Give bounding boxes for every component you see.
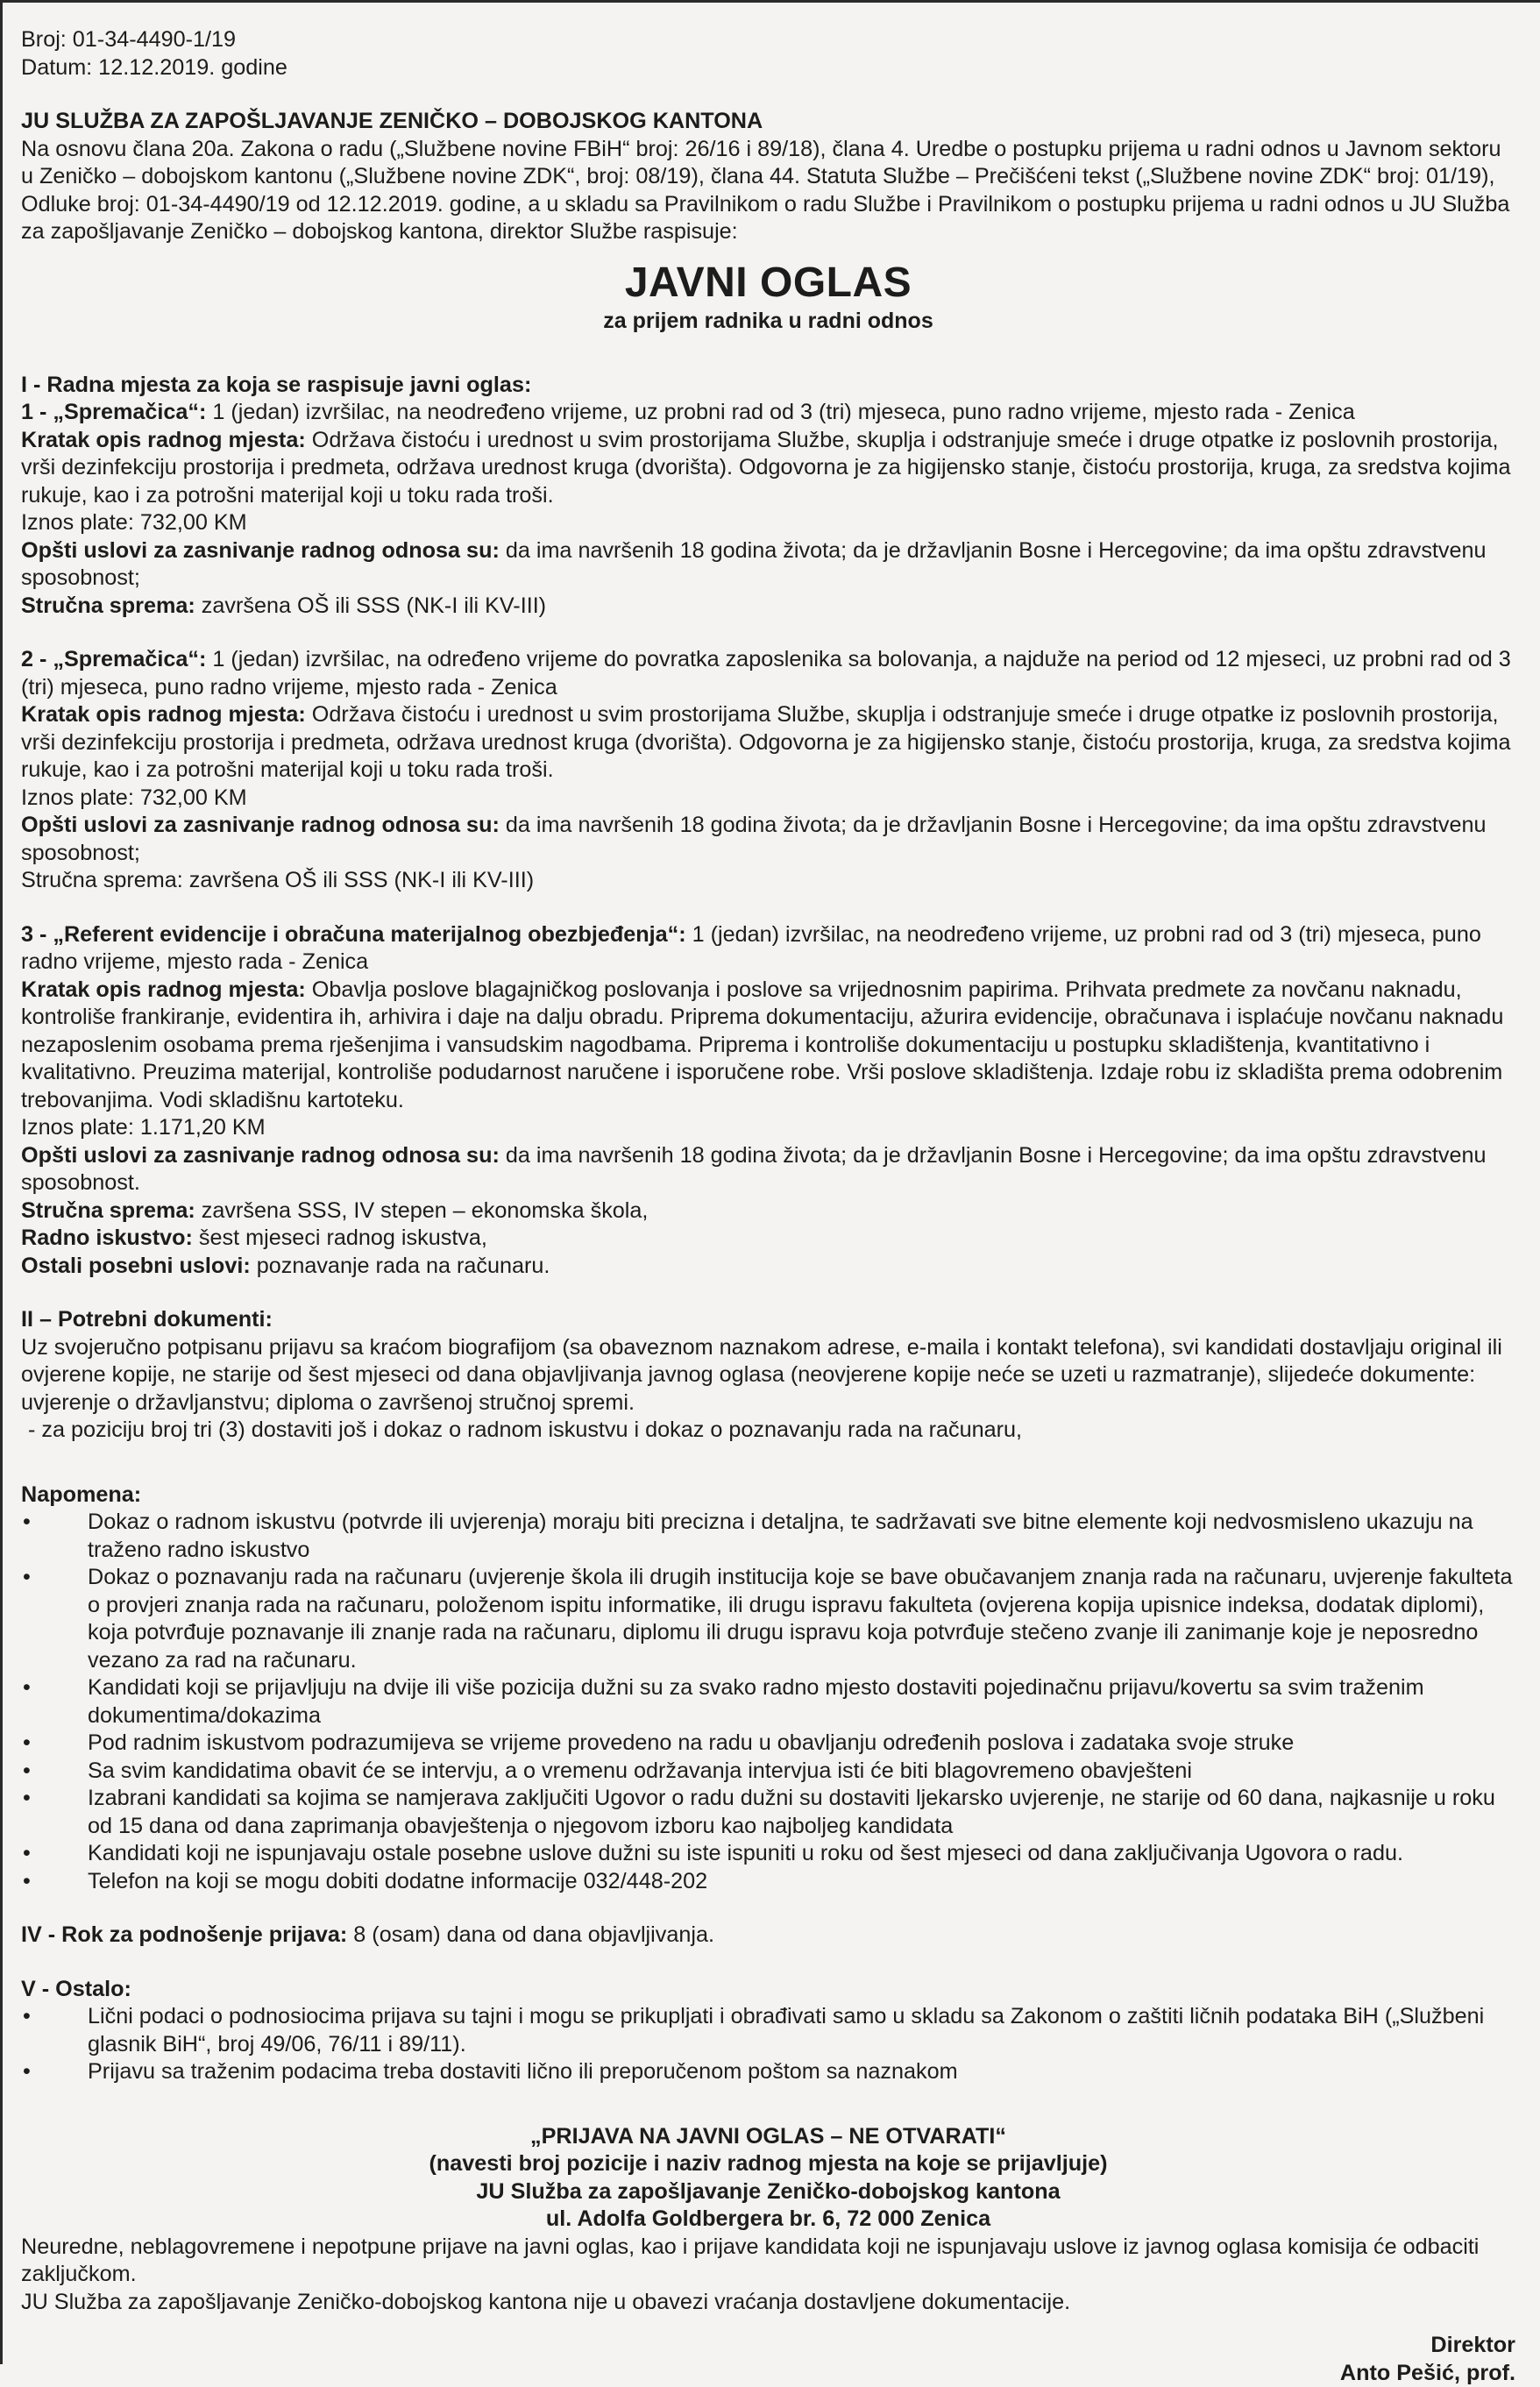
list-item: • Lični podaci o podnosiocima prijava su tajni i mogu se prikupljati i obrađivati samo u skladu sa Zakonom o zaštiti ličnih podataka BiH („Službeni glasnik BiH“, broj 49/06, 76/11 i 89/11). <box>21 2003 1515 2058</box>
position-2-conditions: da ima navršenih 18 godina života; da je državljanin Bosne i Hercegovine; da ima opštu zdravstvenu sposobnost; <box>21 813 1487 865</box>
position-3-education-label: Stručna sprema: <box>21 1198 195 1223</box>
page-title: JAVNI OGLAS <box>21 259 1515 308</box>
position-2 <box>21 646 1515 895</box>
list-item: • Dokaz o radnom iskustvu (potvrde ili uvjerenja) moraju biti precizna i detaljna, te sadržavati sve bitne elemente koji nedvosmisleno ukazuju na traženo radno iskustvo <box>21 1509 1515 1564</box>
position-2-description: Održava čistoću i urednost u svim prostorijama Službe, skuplja i odstranjuje smeće i druge otpatke iz poslovnih prostorija, vrši dezinfekciju prostorija i predmeta, održava urednost kruga (dvorišta). Odgovorna je za higijensko stanje, čistoću prostorija, kruga, za sredstva kojima rukuje, kao i za potrošni materijal koji u toku rada troši. <box>21 702 1511 782</box>
list-item: • Prijavu sa traženim podacima treba dostaviti lično ili preporučenom poštom sa naznakom <box>21 2058 1515 2086</box>
position-2-text: 1 (jedan) izvršilac, na određeno vrijeme do povratka zaposlenika sa bolovanja, a najduže na period od 12 mjeseci, uz probni rad od 3 (tri) mjeseca, puno radno vrijeme, mjesto rada - Zenica <box>21 647 1511 700</box>
position-3-conditions-label: Opšti uslovi za zasnivanje radnog odnosa su: <box>21 1143 500 1168</box>
signature-title: Direktor <box>21 2332 1515 2360</box>
position-1-education-label: Stručna sprema: <box>21 593 195 618</box>
position-3-experience-label: Radno iskustvo: <box>21 1225 193 1250</box>
list-item: • Kandidati koji ne ispunjavaju ostale posebne uslove dužni su iste ispuniti u roku od šest mjeseci od dana zaključivanja Ugovora o radu. <box>21 1840 1515 1868</box>
document-number: Broj: 01-34-4490-1/19 <box>21 26 1515 54</box>
bullet-icon: • <box>23 1840 31 1868</box>
position-1-salary: Iznos plate: 732,00 KM <box>21 509 1515 537</box>
page-subtitle: za prijem radnika u radni odnos <box>21 308 1515 335</box>
other-list <box>21 2003 1515 2086</box>
position-3-description: Obavlja poslove blagajničkog poslovanja i poslove sa vrijednosnim papirima. Prihvata predmete za novčanu naknadu, kontroliše frankiranje, evidentira ih, arhivira i daje na dalju obradu. Priprema dokumentaciju, ažurira evidencije, obračunava i isplaćuje novčanu naknadu nezaposlenim osobama prema rješenjima i vansudskim nagodbama. Priprema i kontroliše dokumentaciju u postupku skladištenja, kvantitativno i kvalitativno. Preuzima materijal, kontroliše podudarnost naručene i isporučene robe. Vrši poslove skladištenja. Izdaje robu iz skladišta prema odobrenim trebovanjima. Vodi skladišnu kartoteku. <box>21 977 1503 1112</box>
document-date: Datum: 12.12.2019. godine <box>21 54 1515 82</box>
list-item: • Telefon na koji se mogu dobiti dodatne informacije 032/448-202 <box>21 1868 1515 1896</box>
position-3-label: 3 - „Referent evidencije i obračuna materijalnog obezbjeđenja“: <box>21 922 686 947</box>
position-1-conditions: da ima navršenih 18 godina života; da je državljanin Bosne i Hercegovine; da ima opštu zdravstvenu sposobnost; <box>21 538 1487 591</box>
section-5-heading: V - Ostalo: <box>21 1976 1515 2004</box>
bullet-icon: • <box>23 1674 31 1702</box>
list-item: • Sa svim kandidatima obavit će se intervju, a o vremenu održavanja intervjua isti će biti blagovremeno obavješteni <box>21 1758 1515 1786</box>
position-2-salary: Iznos plate: 732,00 KM <box>21 785 1515 813</box>
section-4-label: IV - Rok za podnošenje prijava: <box>21 1922 347 1947</box>
position-3-conditions: da ima navršenih 18 godina života; da je državljanin Bosne i Hercegovine; da ima opštu zdravstvenu sposobnost. <box>21 1143 1487 1196</box>
envelope-line-4: ul. Adolfa Goldbergera br. 6, 72 000 Zenica <box>21 2206 1515 2234</box>
section-4 <box>21 1922 1515 1950</box>
note-heading: Napomena: <box>21 1481 1515 1510</box>
institution-name: JU SLUŽBA ZA ZAPOŠLJAVANJE ZENIČKO – DOBOJSKOG KANTONA <box>21 108 1515 136</box>
list-item: • Izabrani kandidati sa kojima se namjerava zaključiti Ugovor o radu dužni su dostaviti ljekarsko uvjerenje, ne starije od 60 dana, najkasnije u roku od 15 dana od dana zaprimanja obavještenja o njegovom izboru kao najboljeg kandidata <box>21 1785 1515 1840</box>
bullet-icon: • <box>23 1730 31 1758</box>
position-3-text: 1 (jedan) izvršilac, na neodređeno vrijeme, uz probni rad od 3 (tri) mjeseca, puno radno vrijeme, mjesto rada - Zenica <box>21 922 1481 975</box>
position-1-label: 1 - „Spremačica“: <box>21 400 206 424</box>
bullet-icon: • <box>23 2058 31 2086</box>
section-4-text: 8 (osam) dana od dana objavljivanja. <box>347 1922 714 1947</box>
bullet-icon: • <box>23 1564 31 1592</box>
position-1-description: Održava čistoću i urednost u svim prostorijama Službe, skuplja i odstranjuje smeće i druge otpatke iz poslovnih prostorija, vrši dezinfekciju prostorija i predmeta, održava urednost kruga (dvorišta). Odgovorna je za higijensko stanje, čistoću prostorija, kruga, za sredstva kojima rukuje, kao i za potrošni materijal koji u toku rada troši. <box>21 428 1511 508</box>
position-1-conditions-label: Opšti uslovi za zasnivanje radnog odnosa su: <box>21 538 500 563</box>
bullet-icon: • <box>23 1868 31 1896</box>
closing-paragraph-1: Neuredne, neblagovremene i nepotpune prijave na javni oglas, kao i prijave kandidata koji ne ispunjavaju uslove iz javnog oglasa komisija će odbaciti zaključkom. <box>21 2234 1515 2289</box>
bullet-icon: • <box>23 2003 31 2031</box>
position-3 <box>21 921 1515 1281</box>
position-3-description-label: Kratak opis radnog mjesta: <box>21 977 306 1002</box>
position-1 <box>21 399 1515 620</box>
position-2-education: Stručna sprema: završena OŠ ili SSS (NK-I ili KV-III) <box>21 867 1515 895</box>
intro-paragraph: Na osnovu člana 20a. Zakona o radu („Službene novine FBiH“ broj: 26/16 i 89/18), člana 4. Uredbe o postupku prijema u radni odnos u Javnom sektoru u Zeničko – dobojskom kantonu („Službene novine ZDK“, broj: 08/19), člana 44. Statuta Službe – Prečišćeni tekst („Službene novine ZDK“ broj: 01/19), Odluke broj: 01-34-4490/19 od 12.12.2019. godine, a u skladu sa Pravilnikom o radu Službe i Pravilnikom o postupku prijema u radni odnos u JU Služba za zapošljavanje Zeničko – dobojskog kantona, direktor Službe raspisuje: <box>21 136 1515 246</box>
position-3-special: poznavanje rada na računaru. <box>251 1254 550 1278</box>
position-3-salary: Iznos plate: 1.171,20 KM <box>21 1114 1515 1142</box>
section-2-text: Uz svojeručno potpisanu prijavu sa kraćom biografijom (sa obaveznom naznakom adrese, e-maila i kontakt telefona), svi kandidati dostavljaju original ili ovjerene kopije, ne starije od šest mjeseci od dana objavljivanja javnog oglasa (neovjerene kopije neće se uzeti u razmatranje), slijedeće dokumente: uvjerenje o državljanstvu; diploma o završenoj stručnoj spremi. <box>21 1334 1515 1417</box>
page-left-border <box>0 0 3 2364</box>
position-2-description-label: Kratak opis radnog mjesta: <box>21 702 306 727</box>
position-3-special-label: Ostali posebni uslovi: <box>21 1254 251 1278</box>
list-item: • Pod radnim iskustvom podrazumijeva se vrijeme provedeno na radu u obavljanju određenih poslova i zadataka svoje struke <box>21 1730 1515 1758</box>
envelope-line-2: (navesti broj pozicije i naziv radnog mjesta na koje se prijavljuje) <box>21 2150 1515 2178</box>
bullet-icon: • <box>23 1758 31 1786</box>
bullet-icon: • <box>23 1509 31 1537</box>
note-list <box>21 1509 1515 1895</box>
position-1-description-label: Kratak opis radnog mjesta: <box>21 428 306 452</box>
position-2-label: 2 - „Spremačica“: <box>21 647 206 671</box>
envelope-instructions <box>21 2123 1515 2234</box>
envelope-line-1: „PRIJAVA NA JAVNI OGLAS – NE OTVARATI“ <box>21 2123 1515 2151</box>
section-2-heading: II – Potrebni dokumenti: <box>21 1306 1515 1334</box>
position-1-text: 1 (jedan) izvršilac, na neodređeno vrijeme, uz probni rad od 3 (tri) mjeseca, puno radno vrijeme, mjesto rada - Zenica <box>206 400 1354 424</box>
list-item: • Kandidati koji se prijavljuju na dvije ili više pozicija dužni su za svako radno mjesto dostaviti pojedinačnu prijavu/kovertu sa svim traženim dokumentima/dokazima <box>21 1674 1515 1730</box>
signature-name: Anto Pešić, prof. <box>21 2360 1515 2387</box>
bullet-icon: • <box>23 1785 31 1813</box>
section-1-heading: I - Radna mjesta za koja se raspisuje javni oglas: <box>21 372 1515 400</box>
section-2-extra: - za poziciju broj tri (3) dostaviti još i dokaz o radnom iskustvu i dokaz o poznavanju rada na računaru, <box>21 1417 1515 1445</box>
position-1-education: završena OŠ ili SSS (NK-I ili KV-III) <box>195 593 546 618</box>
page-top-border <box>0 0 1540 3</box>
position-2-conditions-label: Opšti uslovi za zasnivanje radnog odnosa su: <box>21 813 500 837</box>
closing-paragraph-2: JU Služba za zapošljavanje Zeničko-dobojskog kantona nije u obavezi vraćanja dostavljene dokumentacije. <box>21 2289 1515 2317</box>
position-3-experience: šest mjeseci radnog iskustva, <box>193 1225 487 1250</box>
list-item: • Dokaz o poznavanju rada na računaru (uvjerenje škola ili drugih institucija koje se bave obučavanjem znanja rada na računaru, uvjerenje fakulteta o provjeri znanja rada na računaru, položenom ispitu informatike, ili drugu ispravu fakulteta (ovjerena kopija upisnice indeksa, dodatak diplomi), koja potvrđuje poznavanje ili znanje rada na računaru, diplomu ili drugu ispravu koja potvrđuje stečeno zvanje ili zanimanje koje je neposredno vezano za rad na računaru. <box>21 1564 1515 1674</box>
position-3-education: završena SSS, IV stepen – ekonomska škola, <box>195 1198 649 1223</box>
envelope-line-3: JU Služba za zapošljavanje Zeničko-dobojskog kantona <box>21 2178 1515 2206</box>
